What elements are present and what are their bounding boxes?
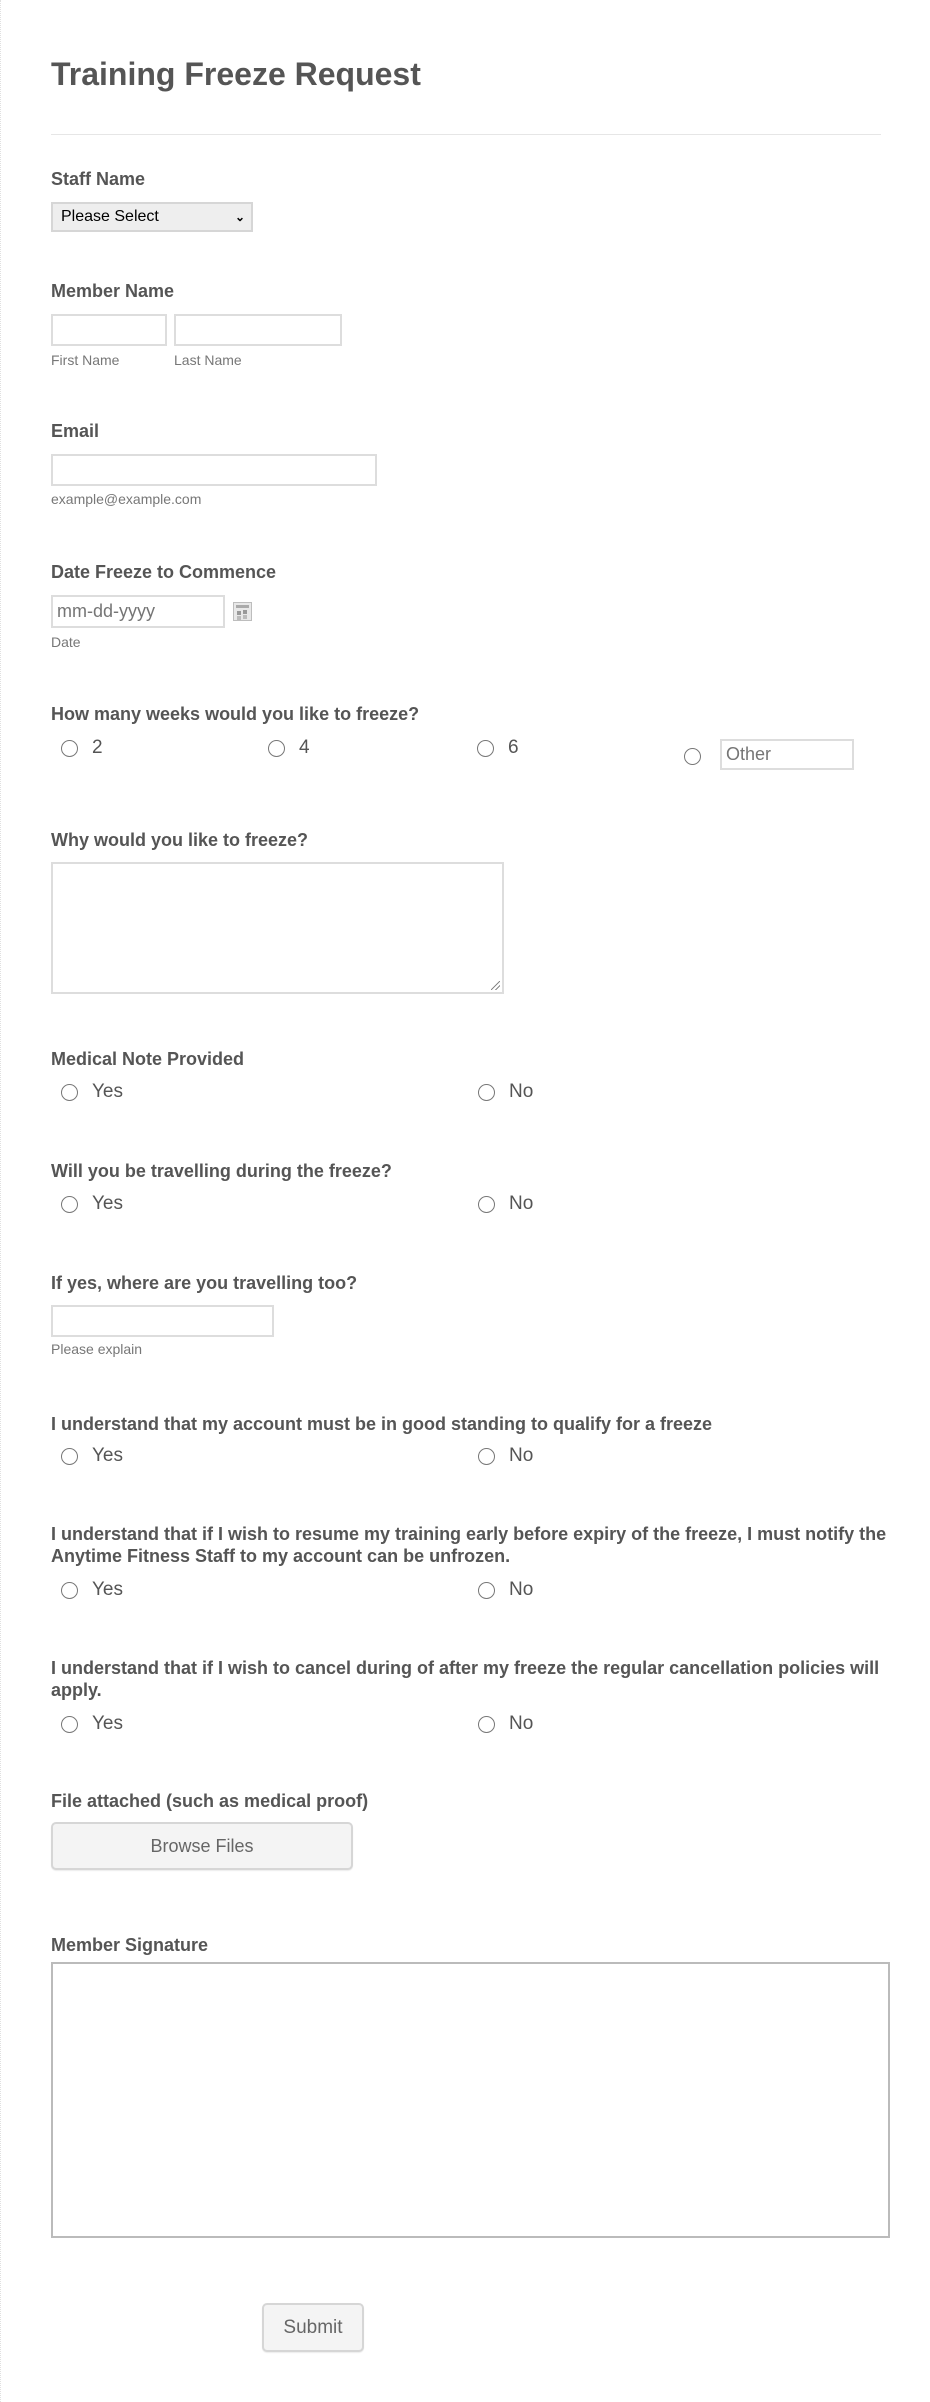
weeks-option-2[interactable]: [61, 737, 103, 759]
radio-button[interactable]: [268, 740, 285, 757]
radio-label: Yes: [92, 1193, 123, 1214]
header-divider: [51, 134, 881, 135]
medical-note-yes[interactable]: [61, 1081, 123, 1103]
email-label: Email: [51, 421, 100, 441]
weeks-option-4[interactable]: [268, 737, 310, 759]
radio-label: No: [509, 1193, 534, 1214]
travelling-no[interactable]: [478, 1193, 533, 1215]
travel-destination-sublabel: Please explain: [51, 1341, 143, 1357]
good-standing-label: I understand that my account must be in good standing to qualify for a freeze: [51, 1414, 713, 1434]
radio-button[interactable]: [61, 1582, 78, 1599]
good-standing-no[interactable]: [478, 1445, 533, 1467]
weeks-other-radio[interactable]: [684, 748, 701, 765]
member-name-label: Member Name: [51, 281, 175, 301]
cancel-policy-yes[interactable]: [61, 1713, 123, 1735]
first-name-input[interactable]: [51, 314, 167, 346]
weeks-option-6[interactable]: [477, 737, 519, 759]
radio-button[interactable]: [478, 1716, 495, 1733]
last-name-input[interactable]: [174, 314, 342, 346]
date-label: Date Freeze to Commence: [51, 562, 277, 582]
radio-button[interactable]: [477, 740, 494, 757]
radio-label: No: [509, 1081, 534, 1102]
calendar-icon[interactable]: [233, 602, 252, 621]
browse-files-button[interactable]: Browse Files: [51, 1822, 353, 1870]
resume-early-no[interactable]: [478, 1579, 533, 1601]
email-input[interactable]: [51, 454, 377, 486]
radio-label: 6: [508, 737, 519, 758]
travelling-label: Will you be travelling during the freeze?: [51, 1161, 392, 1181]
radio-label: No: [509, 1445, 534, 1466]
good-standing-yes[interactable]: [61, 1445, 123, 1467]
resume-early-label: I understand that if I wish to resume my training early before expiry of the freeze, I must notify the Anytime Fitness Staff to my account can be unfrozen.: [51, 1524, 887, 1566]
radio-label: Yes: [92, 1579, 123, 1600]
reason-textarea[interactable]: [51, 862, 504, 994]
weeks-label: How many weeks would you like to freeze?: [51, 704, 420, 724]
radio-label: No: [509, 1713, 534, 1734]
cancel-policy-no[interactable]: [478, 1713, 533, 1735]
first-name-sublabel: First Name: [51, 352, 120, 368]
signature-pad[interactable]: [51, 1962, 890, 2238]
date-input[interactable]: [51, 595, 225, 628]
travelling-yes[interactable]: [61, 1193, 123, 1215]
staff-name-select[interactable]: [51, 202, 253, 232]
radio-button[interactable]: [61, 1084, 78, 1101]
staff-name-selected-value: Please Select: [61, 208, 159, 225]
staff-name-label: Staff Name: [51, 169, 146, 189]
signature-label: Member Signature: [51, 1935, 209, 1955]
weeks-other-input[interactable]: [720, 739, 854, 770]
radio-button[interactable]: [61, 1716, 78, 1733]
medical-note-label: Medical Note Provided: [51, 1049, 245, 1069]
submit-button[interactable]: Submit: [262, 2303, 364, 2352]
radio-label: Yes: [92, 1081, 123, 1102]
radio-button[interactable]: [478, 1196, 495, 1213]
medical-note-no[interactable]: [478, 1081, 533, 1103]
last-name-sublabel: Last Name: [174, 352, 242, 368]
file-upload-label: File attached (such as medical proof): [51, 1791, 369, 1811]
radio-button[interactable]: [61, 1448, 78, 1465]
date-sublabel: Date: [51, 634, 81, 650]
email-sublabel: example@example.com: [51, 491, 202, 507]
radio-button[interactable]: [478, 1448, 495, 1465]
radio-label: No: [509, 1579, 534, 1600]
chevron-down-icon: ⌄: [234, 210, 245, 224]
resize-handle-icon[interactable]: [491, 981, 500, 990]
radio-button[interactable]: [61, 1196, 78, 1213]
travel-destination-label: If yes, where are you travelling too?: [51, 1273, 358, 1293]
radio-label: 4: [299, 737, 310, 758]
radio-label: Yes: [92, 1445, 123, 1466]
resume-early-yes[interactable]: [61, 1579, 123, 1601]
radio-button[interactable]: [61, 740, 78, 757]
radio-button[interactable]: [478, 1582, 495, 1599]
radio-label: Yes: [92, 1713, 123, 1734]
page-title: Training Freeze Request: [51, 56, 421, 92]
radio-label: 2: [92, 737, 103, 758]
cancel-policy-label: I understand that if I wish to cancel during of after my freeze the regular cancellation policies will apply.: [51, 1658, 880, 1700]
radio-button[interactable]: [478, 1084, 495, 1101]
reason-label: Why would you like to freeze?: [51, 830, 309, 850]
travel-destination-input[interactable]: [51, 1305, 274, 1337]
